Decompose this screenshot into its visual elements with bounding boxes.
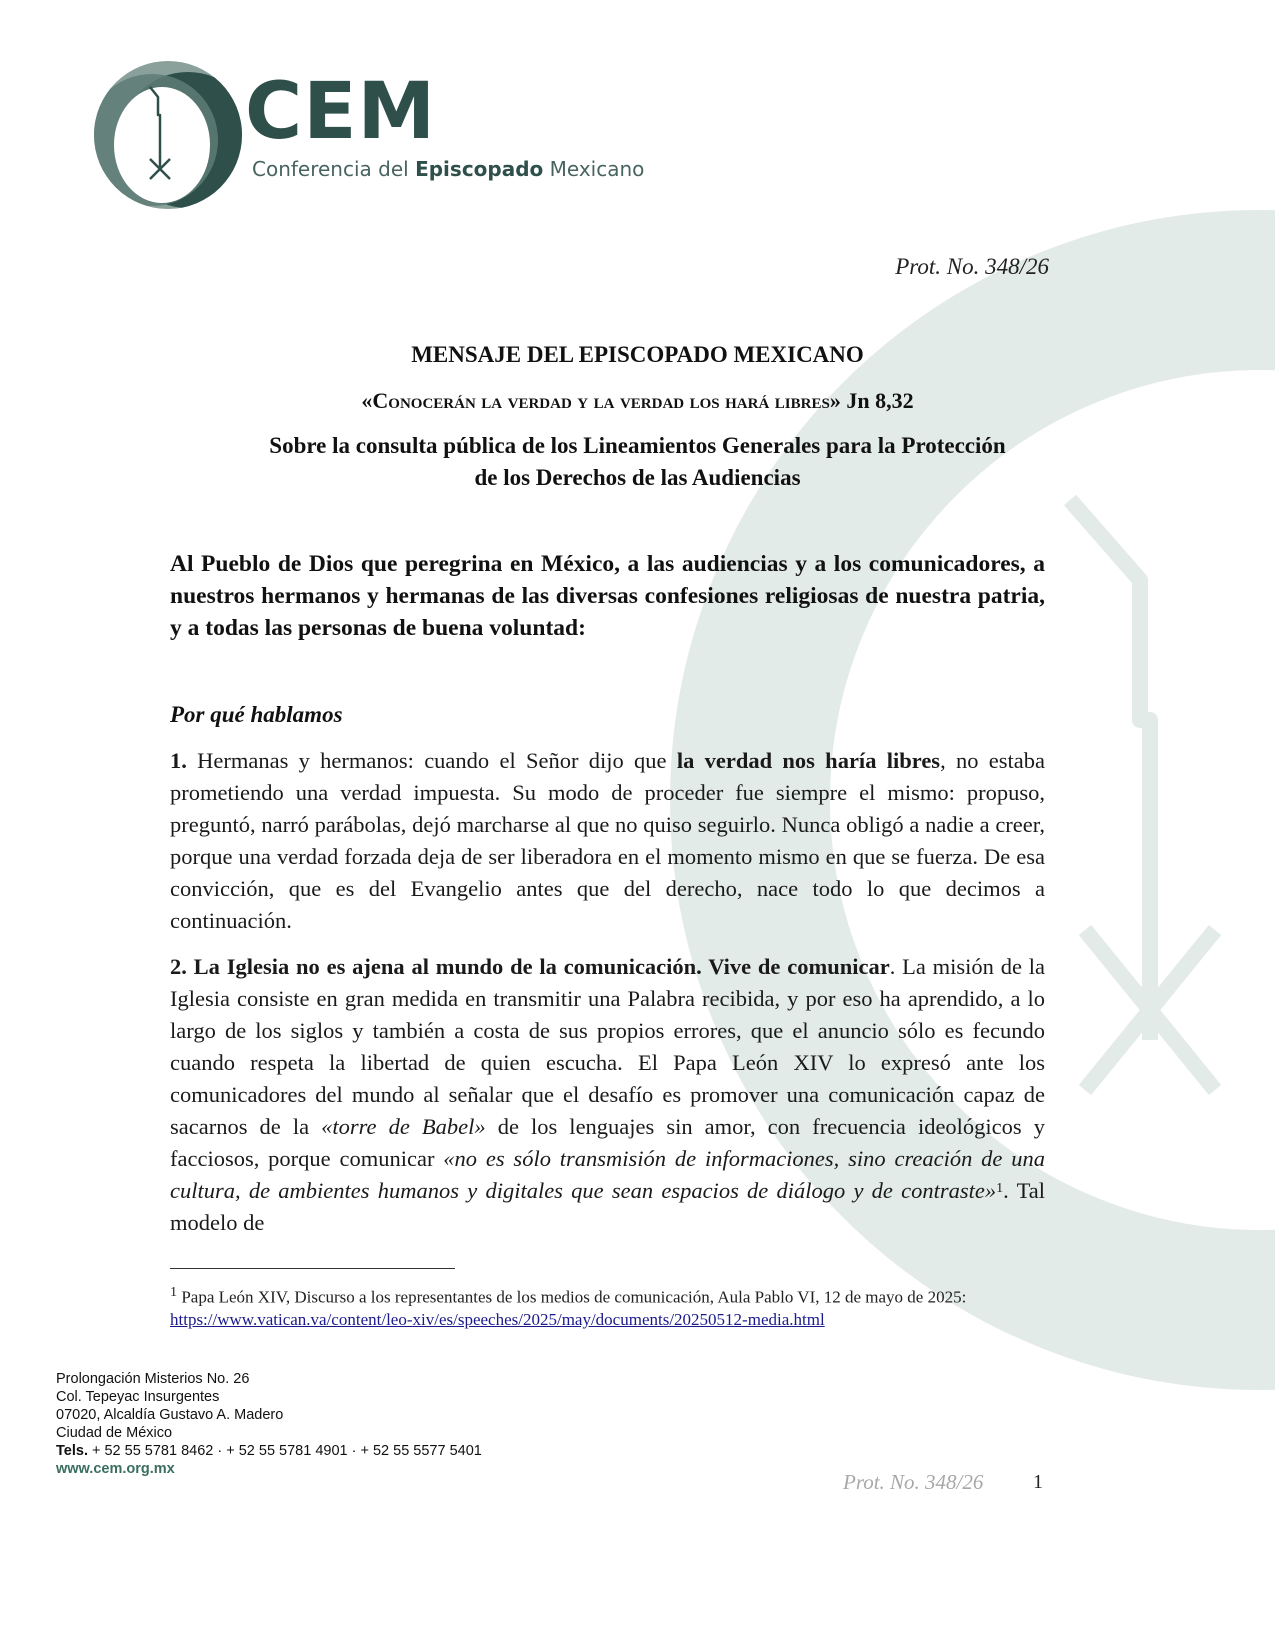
footer-protocol: Prot. No. 348/26: [843, 1470, 984, 1494]
message-subject: Sobre la consulta pública de los Lineamientos Generales para la Protección de los Derechos de las Audiencias: [269, 433, 1006, 490]
logo-emblem-icon: [80, 55, 250, 225]
logo-subtitle: Conferencia del Episcopado Mexicano: [252, 157, 645, 181]
protocol-number: Prot. No. 348/26: [895, 254, 1049, 279]
message-title: MENSAJE DEL EPISCOPADO MEXICANO: [411, 342, 864, 367]
page-number: 1: [1033, 1471, 1043, 1493]
salutation: Al Pueblo de Dios que peregrina en México, a las audiencias y a los comunicadores, a nuestros hermanos y hermanas de las diversas confesiones religiosas de nuestra patria, y a todas las personas de buena voluntad:: [170, 551, 1045, 641]
section-heading: Por qué hablamos: [170, 702, 343, 727]
address-block: Prolongación Misterios No. 26 Col. Tepeyac Insurgentes 07020, Alcaldía Gustavo A. Madero Ciudad de México Tels. + 52 55 5781 8462 · + 52 55 5781 4901 · + 52 55 5577 5401 www.cem.org.mx: [56, 1371, 482, 1477]
footnote-link[interactable]: https://www.vatican.va/content/leo-xiv/es/speeches/2025/may/documents/20250512-media.html: [170, 1309, 825, 1329]
cem-logo: [80, 55, 645, 225]
logo-acronym: CEM: [245, 67, 437, 157]
paragraph-1: 1. Hermanas y hermanos: cuando el Señor dijo que la verdad nos haría libres, no estaba prometiendo una verdad impuesta. Su modo de proceder fue siempre el mismo: propuso, preguntó, narró parábolas, dejó marcharse al que no quiso seguirlo. Nunca obligó a nadie a creer, porque una verdad forzada deja de ser liberadora en el momento mismo en que se fuerza. De esa convicción, que es del Evangelio antes que del derecho, nace todo lo que decimos a continuación.: [170, 748, 1045, 933]
paragraph-2: 2. La Iglesia no es ajena al mundo de la comunicación. Vive de comunicar. La misión de la Iglesia consiste en gran medida en transmitir una Palabra recibida, y por eso ha aprendido, a lo largo de los siglos y también a costa de sus propios errores, que el anuncio sólo es fecundo cuando respeta la libertad de quien escucha. El Papa León XIV lo expresó ante los comunicadores del mundo al señalar que el desafío es promover una comunicación capaz de sacarnos de la «torre de Babel» de los lenguajes sin amor, con frecuencia ideológicos y facciosos, porque comunicar «no es sólo transmisión de informaciones, sino creación de una cultura, de ambientes humanos y digitales que sean espacios de diálogo y de contraste»$^1$. Tal modelo de: [170, 954, 1046, 1235]
footnote: $^1$ Papa León XIV, Discurso a los representantes de los medios de comunicación, Aula Pablo VI, 12 de mayo de 2025: https://www.vatican.va/content/leo-xiv/es/speeches/2025/may/documents/20250512-media.html: [170, 1284, 967, 1329]
footnote-reference: 1: [996, 1181, 1004, 1196]
footnote-divider: [170, 1268, 455, 1269]
message-quote: «Conocerán la verdad y la verdad los hará libres» Jn 8,32: [361, 388, 914, 413]
website-link[interactable]: www.cem.org.mx: [56, 1461, 175, 1477]
